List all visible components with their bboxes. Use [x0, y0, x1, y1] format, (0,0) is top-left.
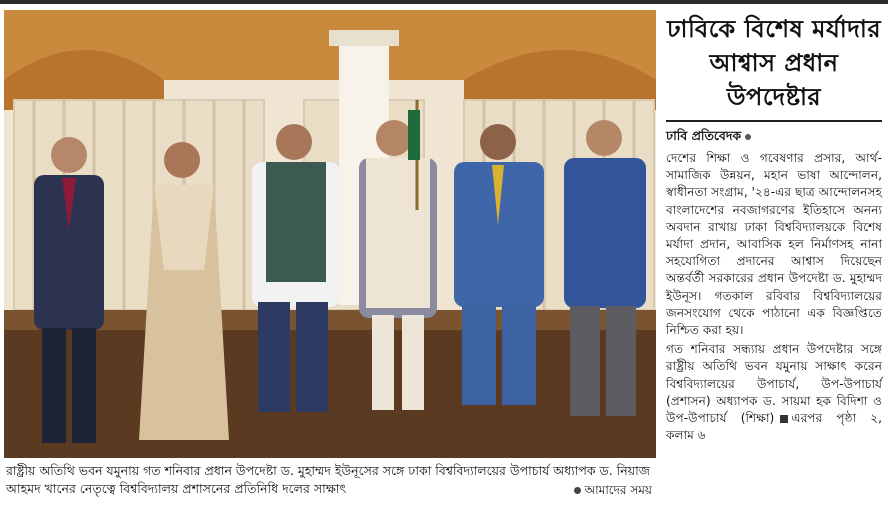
page-top-rule: [0, 0, 888, 4]
byline: [666, 128, 882, 148]
credit-bullet-icon: [574, 487, 581, 494]
news-photo: [4, 10, 656, 458]
headline: ঢাবিকে বিশেষ মর্যাদার আশ্বাস প্রধান উপদেষ্টার: [666, 15, 882, 111]
headline-rule: [666, 120, 882, 122]
photo-credit-text: আমাদের সময়: [584, 483, 652, 497]
article-paragraph-1: দেশের শিক্ষা ও গবেষণার প্রসার, আর্থ-সামাজিক উন্নয়ন, মহান ভাষা আন্দোলন, স্বাধীনতা সংগ্রাম, '২৪-এর ছাত্র আন্দোলনসহ বাংলাদেশের নবজাগরণের ইতিহাসে অনন্য অবদান রাখায় ঢাকা বিশ্ববিদ্যালয়কে বিশেষ মর্যাদা প্রদান, আবাসিক হল নির্মাণসহ নানা সহযোগিতা প্রদানের আশ্বাস দিয়েছেন অন্তর্বর্তী সরকারের প্রধান উপদেষ্টা ড. মুহাম্মদ ইউনূস। গতকাল রবিবার বিশ্ববিদ্যালয়ের জনসংযোগ থেকে পাঠানো এক বিজ্ঞপ্তিতে নিশ্চিত করা হয়।: [666, 151, 882, 338]
photo-caption: রাষ্ট্রীয় অতিথি ভবন যমুনায় গত শনিবার প্রধান উপদেষ্টা ড. মুহাম্মদ ইউনূসের সঙ্গে ঢাকা বিশ্ববিদ্যালয়ের উপাচার্য অধ্যাপক ড. নিয়াজ আহমদ খানের নেতৃত্বে বিশ্ববিদ্যালয় প্রশাসনের প্রতিনিধি দলের সাক্ষাৎ: [6, 463, 650, 496]
continuation-square-icon: [780, 415, 788, 423]
continuation-note: এরপর পৃষ্ঠা ২, কলাম ৬: [666, 411, 882, 443]
article-paragraph-2: [666, 341, 882, 444]
photo-illustration: [4, 10, 656, 458]
article-column: [666, 12, 882, 446]
article-body: [666, 150, 882, 444]
article-paragraph-2-text: গত শনিবার সন্ধ্যায় প্রধান উপদেষ্টার সঙ্গে রাষ্ট্রীয় অতিথি ভবন যমুনায় সাক্ষাৎ করেন বিশ্ববিদ্যালয়ের উপাচার্য, উপ-উপাচার্য (প্রশাসন) অধ্যাপক ড. সায়মা হক বিদিশা ও উপ-উপাচার্য (শিক্ষা): [666, 342, 882, 426]
byline-text: ঢাবি প্রতিবেদক: [666, 128, 742, 143]
photo-credit: [574, 482, 652, 502]
byline-bullet-icon: [745, 134, 751, 140]
